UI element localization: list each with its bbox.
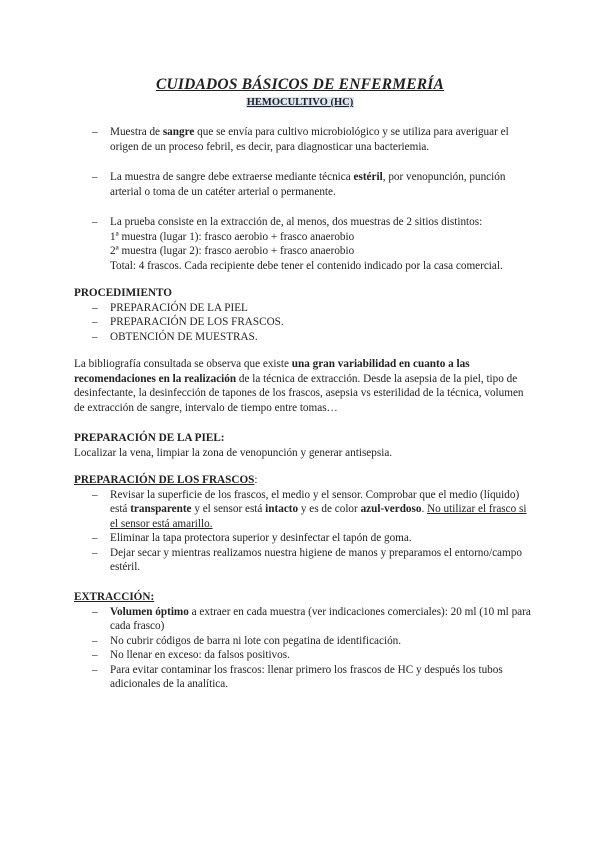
list-item: – Revisar la superficie de los frascos, el medio y el sensor. Comprobar que el medio (líquido) está transparente y el sensor está intacto y es de color azul-verdoso. No utilizar el frasco si el sensor está amarillo. (92, 488, 527, 530)
list-item: – No llenar en exceso: da falsos positivos. (92, 649, 290, 661)
section-heading: PREPARACIÓN DE LA PIEL: (74, 432, 225, 444)
frascos-section (74, 473, 534, 575)
page-title: CUIDADOS BÁSICOS DE ENFERMERÍA (155, 76, 445, 93)
list-item: – Volumen óptimo a extraer en cada muestra (ver indicaciones comerciales): 20 ml (10 ml para cada frasco) (92, 605, 531, 632)
piel-text: Localizar la vena, limpiar la zona de venopunción y generar antisepsia. (74, 446, 393, 459)
biblio-paragraph: La bibliografía consultada se observa que existe una gran variabilidad en cuanto a las recomendaciones en la realización de la técnica de extracción. Desde la asepsia de la piel, tipo de desinfectante, la desinfección de tapones de los frascos, asepsia vs esterilidad de la técnica, volumen de extracción de sangre, intervalo de tiempo entre tomas… (74, 358, 524, 414)
section-heading: PROCEDIMIENTO (74, 287, 173, 299)
list-item: – La prueba consiste en la extracción de, al menos, dos muestras de 2 sitios distintos: 1ª muestra (lugar 1): frasco aerobio + frasco anaerobio 2ª muestra (lugar 2): frasco aerobio + frasco anaerobio Total: 4 frascos. Cada recipiente debe tener el contenido indicado por la casa comercial. (92, 216, 503, 272)
section-heading: EXTRACCIÓN: (74, 591, 155, 603)
bullet-dash: – (92, 126, 98, 138)
list-item: – No cubrir códigos de barra ni lote con pegatina de identificación. (92, 634, 402, 647)
page-subtitle: HEMOCULTIVO (HC) (246, 97, 354, 108)
list-item: – Muestra de sangre que se envía para cultivo microbiológico y se utiliza para averiguar el origen de un proceso febril, es decir, para diagnosticar una bacteriemia. (92, 126, 509, 153)
list-item: – PREPARACIÓN DE LOS FRASCOS. (92, 316, 284, 328)
list-item: – Para evitar contaminar los frascos: llenar primero los frascos de HC y después los tubos adicionales de la analítica. (92, 663, 503, 690)
extraccion-section (74, 590, 534, 692)
list-item: – Eliminar la tapa protectora superior y desinfectar el tapón de goma. (92, 532, 412, 544)
piel-section (74, 431, 534, 460)
section-heading: PREPARACIÓN DE LOS FRASCOS: (74, 474, 258, 486)
list-item: – PREPARACIÓN DE LA PIEL (92, 301, 248, 314)
intro-list (74, 125, 534, 273)
bullet-dash: – (92, 171, 98, 183)
bullet-dash: – (92, 216, 98, 228)
procedimiento-section (74, 286, 534, 344)
list-item: – Dejar secar y mientras realizamos nuestra higiene de manos y preparamos el entorno/campo estéril. (92, 546, 522, 573)
list-item: – La muestra de sangre debe extraerse mediante técnica estéril, por venopunción, punción arterial o toma de un catéter arterial o permanente. (92, 171, 506, 198)
list-item: – OBTENCIÓN DE MUESTRAS. (92, 330, 258, 343)
